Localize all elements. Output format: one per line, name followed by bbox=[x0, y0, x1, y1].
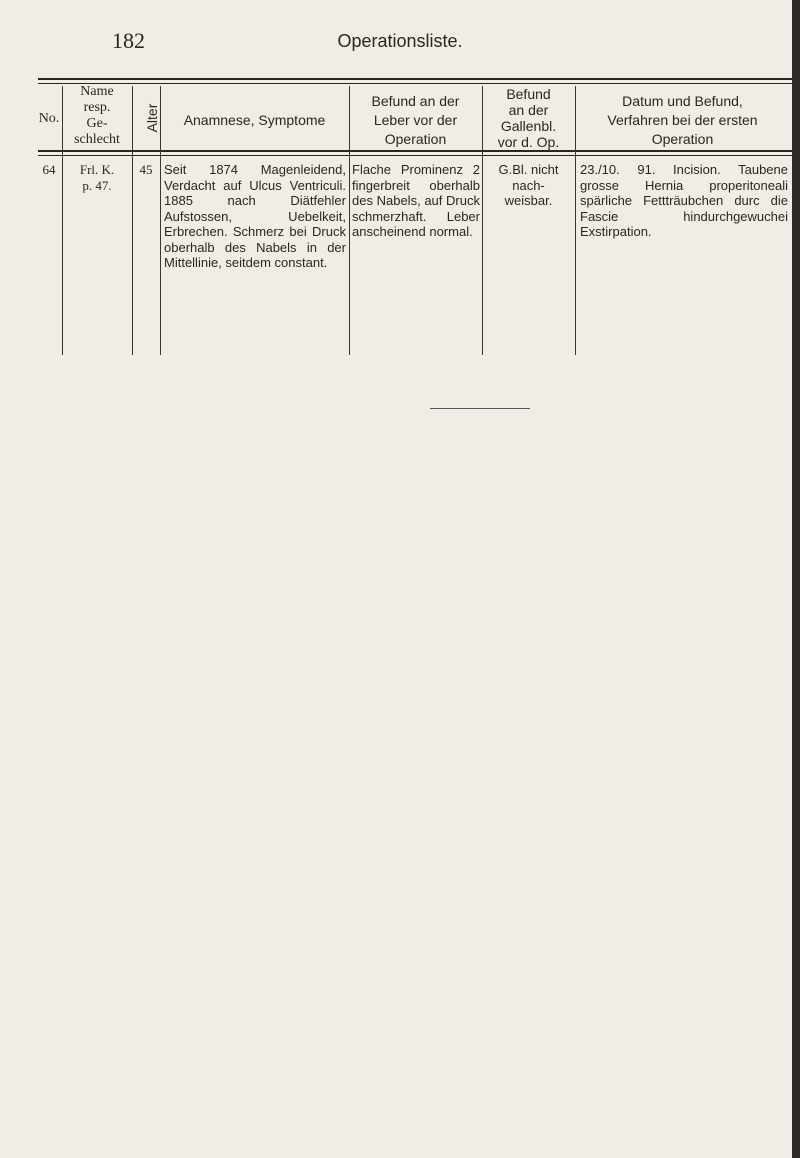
running-title: Operationsliste. bbox=[337, 31, 463, 51]
row-name: Frl. K. p. 47. bbox=[79, 162, 115, 193]
page-number: 182 bbox=[112, 28, 145, 53]
header-bottom-rule bbox=[38, 150, 796, 152]
row-anamnese: Seit 1874 Magenleidend, Verdacht auf Ulcus Ventriculi. 1885 nach Diätfehler Aufstossen, Uebelkeit, Erbrechen. Schmerz bei Druck oberhalb des Nabels in der Mittellinie, seitdem constant. bbox=[164, 162, 346, 270]
column-divider bbox=[132, 86, 133, 355]
header-befund-leber: Befund an der Leber vor der Operation bbox=[371, 93, 460, 147]
header-datum: Datum und Befund, Verfahren bei der ersten Operation bbox=[607, 93, 758, 147]
separator-rule bbox=[430, 408, 530, 409]
header-name: Name resp. Ge- schlecht bbox=[74, 84, 120, 147]
page-edge bbox=[792, 0, 800, 1158]
header-bottom-rule-thin bbox=[38, 155, 796, 156]
header-alter: Alter bbox=[144, 103, 160, 133]
top-rule-thin bbox=[38, 83, 796, 84]
header-befund-galle: Befund an der Gallenbl. vor d. Op. bbox=[497, 86, 560, 150]
row-befund-leber: Flache Prominenz 2 fingerbreit oberhalb des Nabels, auf Druck schmerzhaft. Leber anscheinend normal. bbox=[352, 162, 480, 239]
header-no: No. bbox=[38, 111, 60, 126]
row-befund-galle: G.Bl. nicht nach- weisbar. bbox=[498, 162, 559, 208]
header-anamnese: Anamnese, Symptome bbox=[183, 112, 326, 128]
row-alter: 45 bbox=[139, 162, 153, 177]
row-no: 64 bbox=[42, 162, 56, 177]
top-rule bbox=[38, 78, 796, 80]
row-datum: 23./10. 91. Incision. Taubene grosse Hernia properitoneali spärliche Fettträubchen durc die Fascie hindurchgewuchei Exstirpation. bbox=[580, 162, 788, 239]
